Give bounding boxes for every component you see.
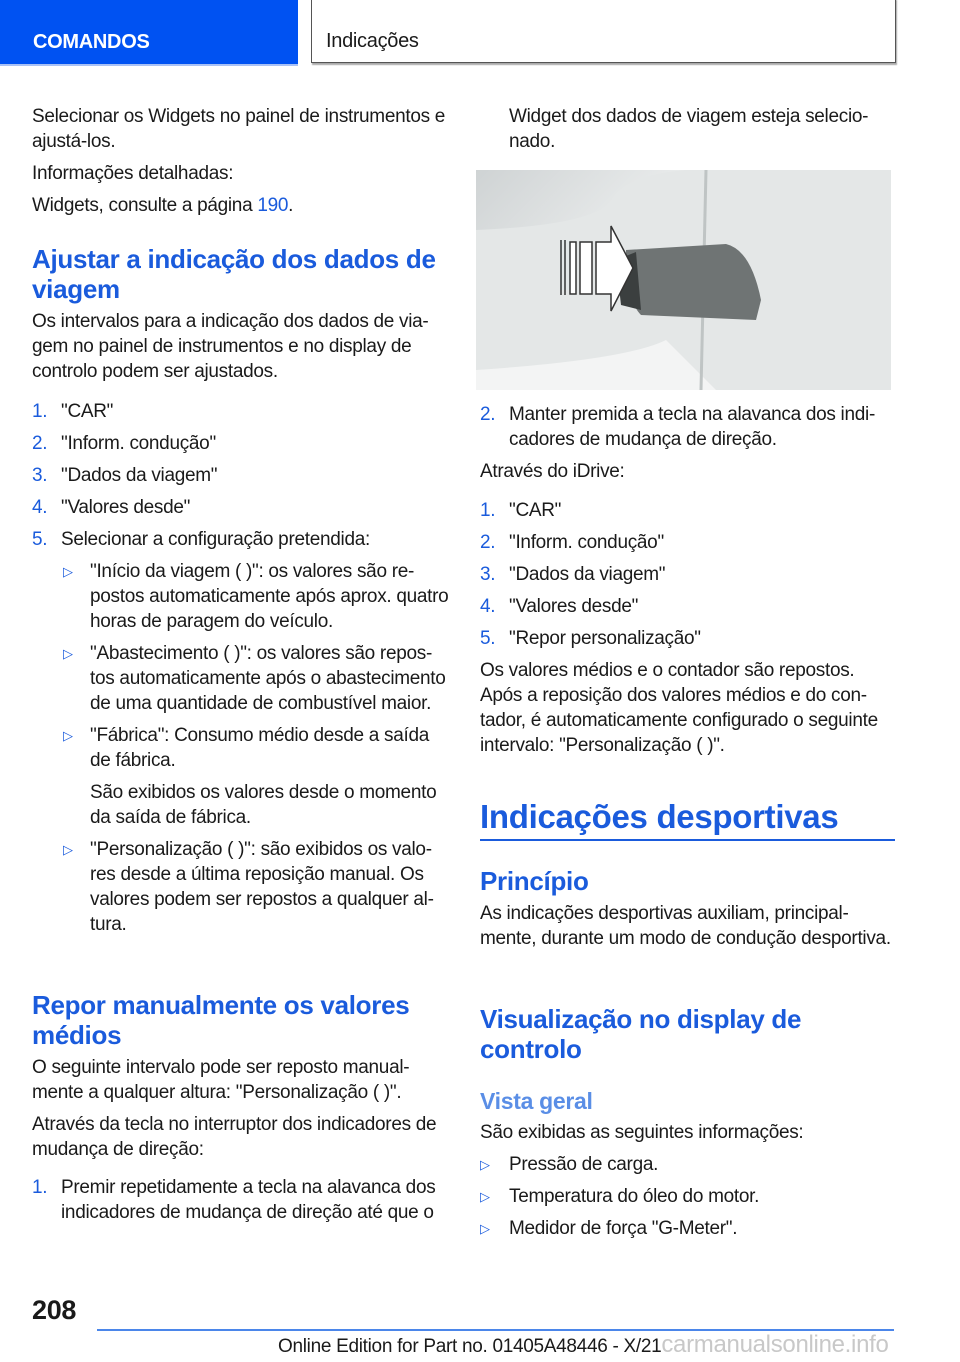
item-text: Pressão de carga. (509, 1154, 659, 1175)
heading-reset: Repor manualmente os valores médios (32, 990, 410, 1050)
list-item (32, 495, 450, 520)
step-text: Premir repetidamente a tecla na alavanca dos indicadores de mudança de direção até que o (61, 1177, 436, 1223)
reset-key: Através da tecla no interruptor dos indicadores de mudança de direção: (32, 1114, 437, 1160)
step-text: "Inform. condução" (61, 433, 216, 454)
step-text: "CAR" (509, 500, 562, 521)
step-number: 3. (480, 564, 496, 585)
list-item (480, 1184, 898, 1209)
list-item (32, 527, 450, 552)
section-tab (0, 0, 298, 66)
step-text: "Dados da viagem" (61, 465, 218, 486)
item-text: Temperatura do óleo do motor. (509, 1186, 760, 1207)
triangle-bullet-icon: ▷ (480, 1157, 490, 1172)
principle-text: As indicações desportivas auxiliam, principalmente, durante um modo de condução desportiva. (480, 903, 891, 949)
triangle-bullet-icon: ▷ (63, 842, 73, 857)
overview-text: São exibidas as seguintes informações: (480, 1122, 804, 1143)
watermark: carmanualsonline.info (661, 1331, 889, 1358)
list-item (32, 463, 450, 488)
list-item (32, 1175, 450, 1225)
step-text: Manter premida a tecla na alavanca dos indicadores de mudança de direção. (509, 404, 876, 450)
list-item (480, 530, 898, 555)
triangle-bullet-icon: ▷ (63, 646, 73, 661)
reset-desc: O seguinte intervalo pode ser reposto manualmente a qualquer altura: "Personalização ( )". (32, 1057, 410, 1103)
list-item (32, 431, 450, 456)
note-text: São exibidos os valores desde o momento da saída de fábrica. (90, 782, 437, 828)
step-number: 1. (480, 500, 496, 521)
edition-text: Online Edition for Part no. 01405A48446 - X/21 (278, 1336, 662, 1357)
footer (278, 1332, 889, 1359)
list-item (480, 562, 898, 587)
heading-sport-displays: Indicações desportivas (480, 797, 895, 841)
chapter-label: Indicações (326, 30, 419, 52)
factory-note (32, 780, 450, 830)
step-text: "Dados da viagem" (509, 564, 666, 585)
option-item (32, 723, 450, 773)
idrive-label: Através do iDrive: (480, 461, 625, 482)
list-item (480, 402, 898, 452)
section-label: COMANDOS (33, 31, 150, 53)
turn-signal-lever-image (476, 170, 891, 390)
list-item (32, 399, 450, 424)
step-text: "Valores desde" (509, 596, 639, 617)
step-number: 2. (32, 433, 48, 454)
page-reference: Widgets, consulte a página 190. (32, 195, 294, 216)
step-text: "Repor personalização" (509, 628, 701, 649)
item-text: Medidor de força "G-Meter". (509, 1218, 738, 1239)
list-item (480, 1216, 898, 1241)
step-number: 1. (32, 1177, 48, 1198)
page-number: 208 (32, 1295, 77, 1325)
ref-text: Widgets, consulte a página (32, 195, 258, 216)
list-item (480, 1152, 898, 1177)
intro-text: Selecionar os Widgets no painel de instrumentos e ajustá-los. (32, 106, 446, 152)
step-text: "Valores desde" (61, 497, 191, 518)
step-number: 5. (32, 529, 48, 550)
heading-trip-data: Ajustar a indicação dos dados de viagem (32, 244, 436, 304)
list-item (480, 594, 898, 619)
heading-control-display: Visualização no display de controlo (480, 1004, 802, 1064)
triangle-bullet-icon: ▷ (63, 728, 73, 743)
heading-overview: Vista geral (480, 1088, 593, 1114)
triangle-bullet-icon: ▷ (63, 564, 73, 579)
step-text: Selecionar a configuração pretendida: (61, 529, 370, 550)
chapter-tab (311, 0, 896, 63)
step-number: 1. (32, 401, 48, 422)
step-number: 3. (32, 465, 48, 486)
reset-result: Os valores médios e o contador são repostos. Após a reposição dos valores médios e do contador, é automaticamente configurado o seguinte intervalo: "Personalização ( )". (480, 660, 878, 756)
list-item (480, 626, 898, 651)
step-number: 2. (480, 404, 496, 425)
step-number: 4. (480, 596, 496, 617)
step-number: 5. (480, 628, 496, 649)
step-text: "CAR" (61, 401, 114, 422)
list-item (480, 498, 898, 523)
page-link[interactable]: 190 (257, 195, 289, 216)
step-text: "Inform. condução" (509, 532, 664, 553)
step-number: 4. (32, 497, 48, 518)
triangle-bullet-icon: ▷ (480, 1189, 490, 1204)
option-item (32, 837, 450, 937)
continued-text: Widget dos dados de viagem esteja selecionado. (509, 106, 869, 152)
option-text: "Personalização ( )": são exibidos os valores desde a última reposição manual. Os valores podem ser repostos a qualquer altura. (90, 839, 434, 935)
option-item (32, 641, 450, 716)
step-number: 2. (480, 532, 496, 553)
triangle-bullet-icon: ▷ (480, 1221, 490, 1236)
details-label: Informações detalhadas: (32, 163, 234, 184)
steps-list (32, 399, 450, 937)
trip-desc: Os intervalos para a indicação dos dados de viagem no painel de instrumentos e no display de controlo podem ser ajustados. (32, 311, 429, 382)
option-text: "Abastecimento ( )": os valores são repostos automaticamente após o abastecimento de uma quantidade de combustível maior. (90, 643, 446, 714)
heading-principle: Princípio (480, 866, 589, 896)
intro (32, 104, 450, 218)
option-item (32, 559, 450, 634)
option-text: "Fábrica": Consumo médio desde a saída de fábrica. (90, 725, 429, 771)
option-text: "Início da viagem ( )": os valores são repostos automaticamente após aprox. quatro horas de paragem do veículo. (90, 561, 449, 632)
